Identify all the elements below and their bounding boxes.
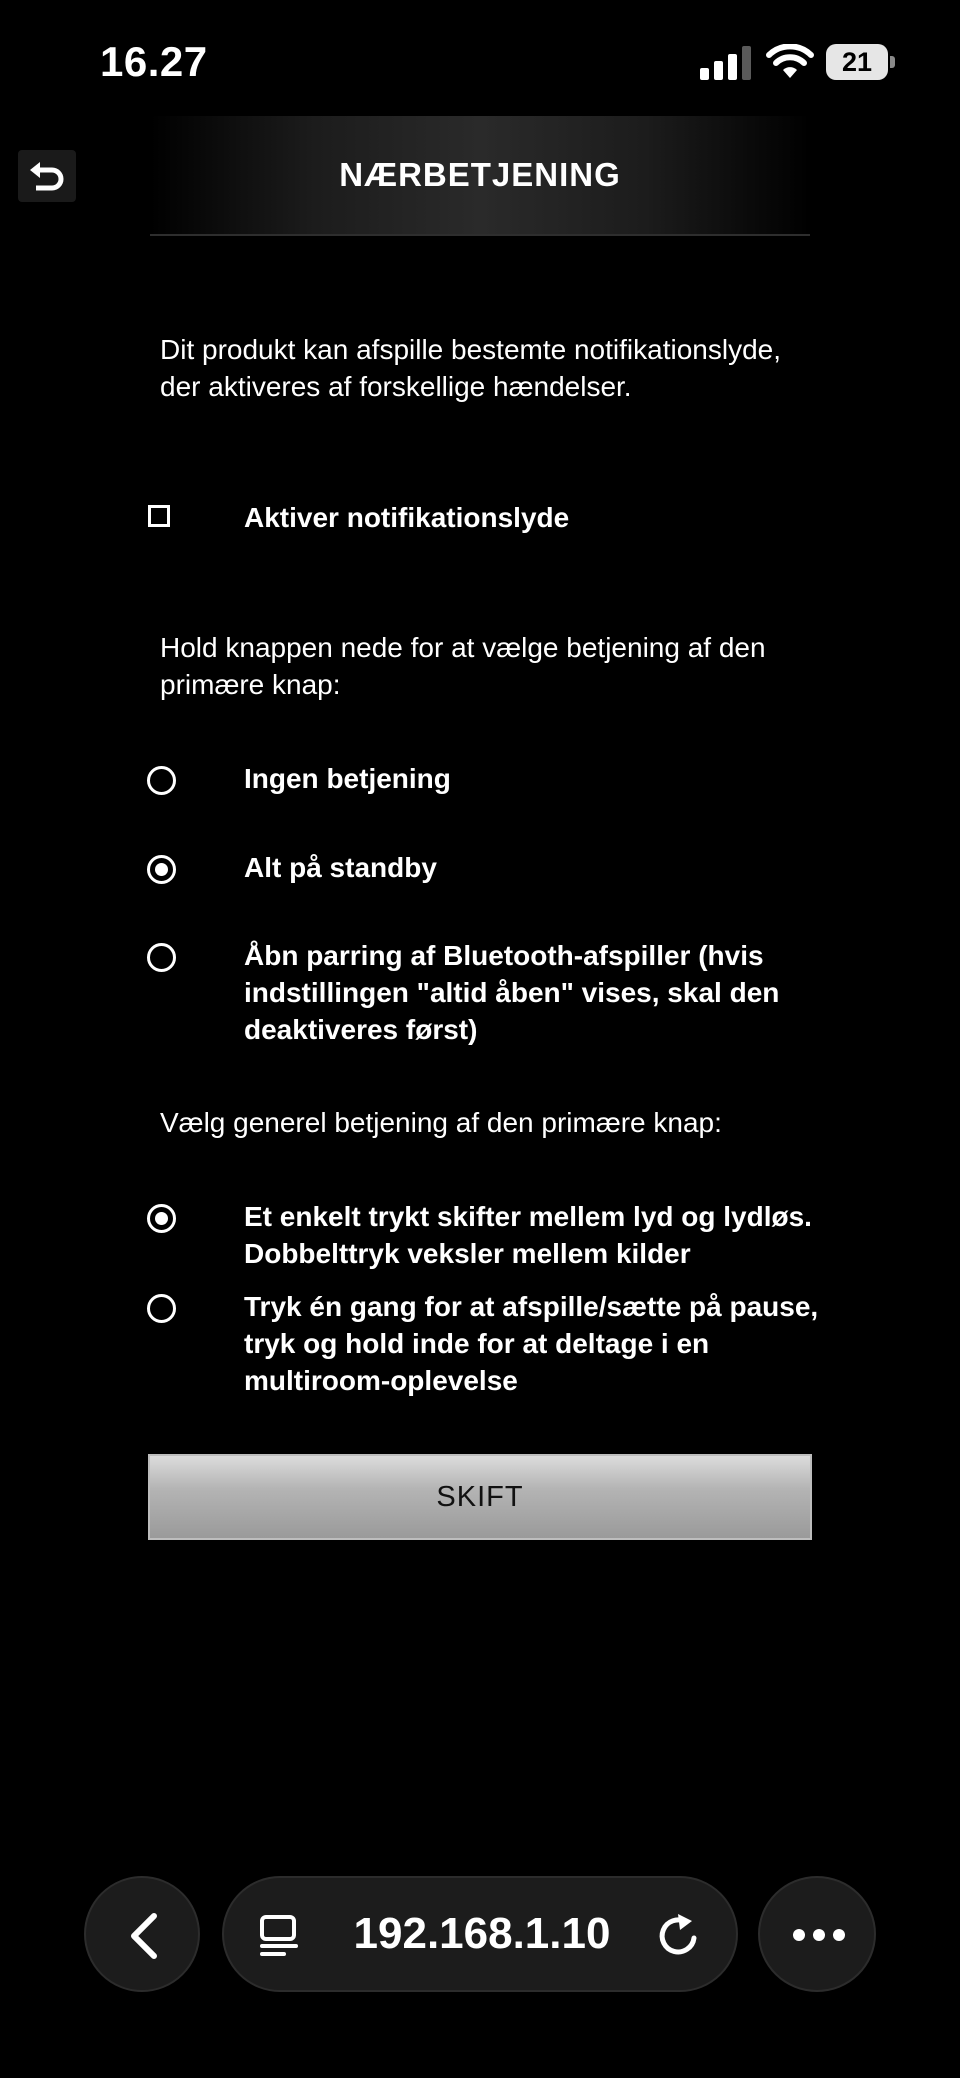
notification-sounds-label[interactable]: Aktiver notifikationslyde (244, 502, 570, 533)
more-button[interactable] (758, 1876, 876, 1992)
notification-sounds-checkbox[interactable] (148, 505, 170, 527)
hold-option-label[interactable]: Åbn parring af Bluetooth-afspiller (hvis indstillingen "altid åben" vises, skal den deaktiveres først) (244, 940, 780, 1045)
hold-option-label[interactable]: Ingen betjening (244, 763, 451, 794)
change-button[interactable]: SKIFT (148, 1454, 812, 1540)
address-bar[interactable] (222, 1876, 738, 1992)
header-bar (150, 116, 810, 236)
general-option-radio[interactable] (147, 1294, 176, 1323)
notification-intro: Dit produkt kan afspille bestemte notifikationslyde, der aktiveres af forskellige hændelser. (160, 334, 781, 402)
browser-back-button[interactable] (84, 1876, 200, 1992)
hold-option-radio[interactable] (147, 766, 176, 795)
back-button[interactable] (18, 150, 76, 202)
hold-option-radio[interactable] (147, 943, 176, 972)
address-text[interactable]: 192.168.1.10 (353, 1909, 611, 1958)
status-bar (0, 0, 960, 120)
hold-option-radio-selected[interactable] (147, 855, 176, 884)
general-section-text: Vælg generel betjening af den primære knap: (160, 1107, 722, 1138)
reload-icon[interactable] (656, 1912, 700, 1958)
page-title: NÆRBETJENING (339, 156, 621, 193)
general-option-label[interactable]: Et enkelt trykt skifter mellem lyd og lydløs. Dobbelttryk veksler mellem kilder (244, 1201, 812, 1269)
battery-icon (826, 44, 896, 80)
battery-level: 21 (841, 47, 873, 77)
hold-option-label[interactable]: Alt på standby (244, 852, 437, 883)
general-option-label[interactable]: Tryk én gang for at afspille/sætte på pause, tryk og hold inde for at deltage i en multiroom-oplevelse (244, 1291, 819, 1396)
chevron-left-icon (124, 1912, 164, 1960)
hold-section-text: Hold knappen nede for at vælge betjening af den primære knap: (160, 632, 766, 700)
wifi-icon (766, 44, 814, 80)
status-time: 16.27 (100, 38, 208, 85)
undo-arrow-icon (28, 158, 66, 194)
more-dots-icon (792, 1926, 846, 1944)
cellular-signal-icon (700, 46, 752, 80)
general-option-radio-selected[interactable] (147, 1204, 176, 1233)
